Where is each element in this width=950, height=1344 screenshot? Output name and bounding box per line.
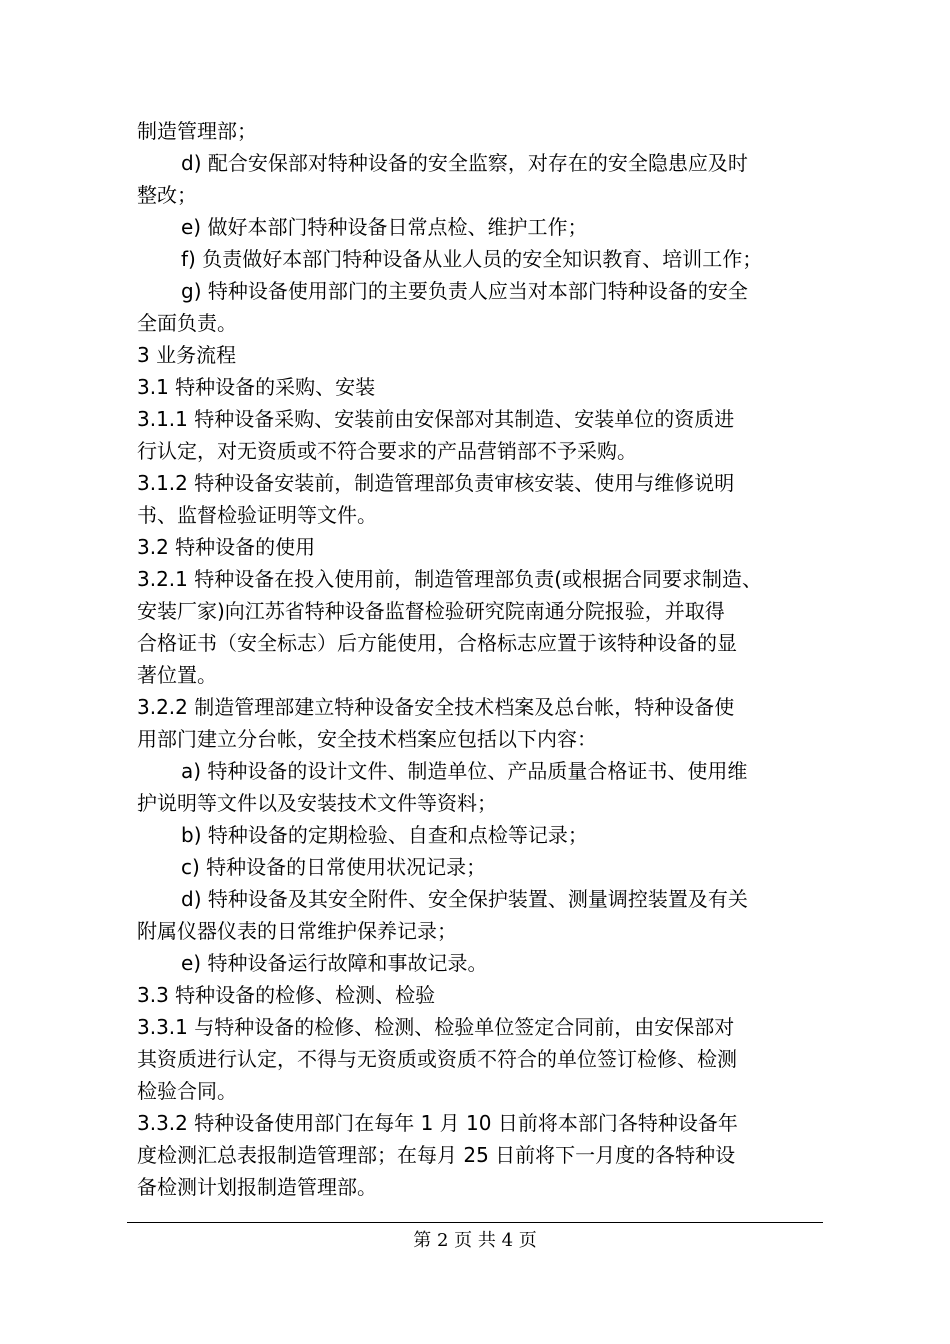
text-line: d) 特种设备及其安全附件、安全保护装置、测量调控装置及有关 xyxy=(181,887,748,911)
text-line: 制造管理部； xyxy=(137,119,257,143)
document-body xyxy=(137,115,819,1203)
text-line: g) 特种设备使用部门的主要负责人应当对本部门特种设备的安全 xyxy=(181,279,748,303)
text-line: e) 特种设备运行故障和事故记录。 xyxy=(181,951,488,975)
text-line: b) 特种设备的定期检验、自查和点检等记录； xyxy=(181,823,588,847)
text-line: 书、监督检验证明等文件。 xyxy=(137,503,377,527)
text-line: 3.2 特种设备的使用 xyxy=(137,535,316,559)
text-line: a) 特种设备的设计文件、制造单位、产品质量合格证书、使用维 xyxy=(181,759,748,783)
text-line: 合格证书（安全标志）后方能使用，合格标志应置于该特种设备的显 xyxy=(137,631,737,655)
text-line: 3.3.2 特种设备使用部门在每年 1 月 10 日前将本部门各特种设备年 xyxy=(137,1111,738,1135)
text-line: 著位置。 xyxy=(137,663,217,687)
text-line: 备检测计划报制造管理部。 xyxy=(137,1175,377,1199)
text-line: 3.2.2 制造管理部建立特种设备安全技术档案及总台帐，特种设备使 xyxy=(137,695,735,719)
text-line: c) 特种设备的日常使用状况记录； xyxy=(181,855,487,879)
text-line: 全面负责。 xyxy=(137,311,237,335)
text-line: d) 配合安保部对特种设备的安全监察，对存在的安全隐患应及时 xyxy=(181,151,748,175)
text-line: 3.1.2 特种设备安装前，制造管理部负责审核安装、使用与维修说明 xyxy=(137,471,735,495)
text-line: 护说明等文件以及安装技术文件等资料； xyxy=(137,791,497,815)
text-line: 用部门建立分台帐，安全技术档案应包括以下内容： xyxy=(137,727,597,751)
text-line: e) 做好本部门特种设备日常点检、维护工作； xyxy=(181,215,588,239)
text-line: 行认定，对无资质或不符合要求的产品营销部不予采购。 xyxy=(137,439,637,463)
text-line: f) 负责做好本部门特种设备从业人员的安全知识教育、培训工作； xyxy=(181,247,763,271)
text-line: 其资质进行认定，不得与无资质或资质不符合的单位签订检修、检测 xyxy=(137,1047,737,1071)
text-line: 3.2.1 特种设备在投入使用前，制造管理部负责(或根据合同要求制造、 xyxy=(137,567,763,591)
text-line: 3.1.1 特种设备采购、安装前由安保部对其制造、安装单位的资质进 xyxy=(137,407,735,431)
text-line: 3.3 特种设备的检修、检测、检验 xyxy=(137,983,436,1007)
text-line: 安装厂家)向江苏省特种设备监督检验研究院南通分院报验，并取得 xyxy=(137,599,725,623)
text-line: 3.3.1 与特种设备的检修、检测、检验单位签定合同前，由安保部对 xyxy=(137,1015,735,1039)
text-line: 附属仪器仪表的日常维护保养记录； xyxy=(137,919,457,943)
text-line: 度检测汇总表报制造管理部；在每月 25 日前将下一月度的各特种设 xyxy=(137,1143,736,1167)
text-line: 3.1 特种设备的采购、安装 xyxy=(137,375,376,399)
page-number-footer: 第 2 页 共 4 页 xyxy=(413,1230,537,1251)
text-line: 整改； xyxy=(137,183,197,207)
footer-divider xyxy=(127,1222,823,1223)
text-line: 3 业务流程 xyxy=(137,343,237,367)
text-line: 检验合同。 xyxy=(137,1079,237,1103)
